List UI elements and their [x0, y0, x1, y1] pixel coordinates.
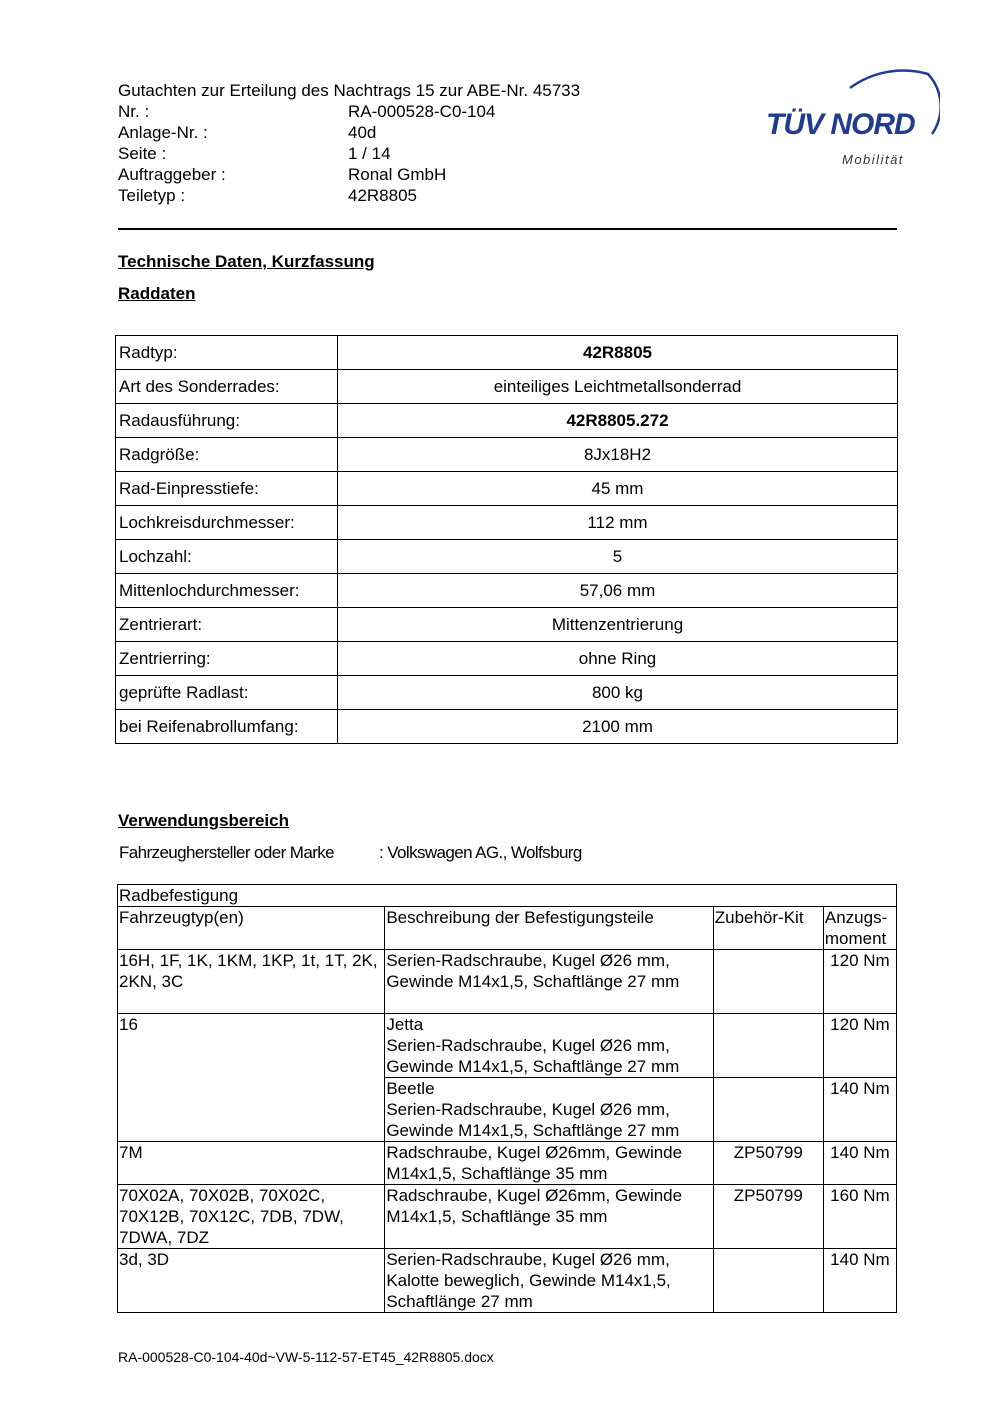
- table-row: [116, 710, 898, 744]
- row-label: Zentrierring:: [116, 642, 338, 676]
- model-name: Jetta: [386, 1015, 424, 1034]
- cell-kit: [713, 950, 823, 1014]
- description-text: Serien-Radschraube, Kugel Ø26 mm, Gewinde M14x1,5, Schaftlänge 27 mm: [386, 1100, 680, 1140]
- cell-description: Serien-Radschraube, Kugel Ø26 mm, Gewinde M14x1,5, Schaftlänge 27 mm: [385, 950, 713, 1014]
- header-label: Nr. :: [118, 102, 150, 121]
- row-label: Radausführung:: [116, 404, 338, 438]
- cell-torque: 140 Nm: [823, 1249, 896, 1313]
- header-value: 40d: [348, 123, 377, 142]
- row-value: 8Jx18H2: [338, 438, 898, 472]
- table-title-row: [118, 885, 897, 907]
- cell-description: Radschraube, Kugel Ø26mm, Gewinde M14x1,5, Schaftlänge 35 mm: [385, 1142, 713, 1185]
- row-value: einteiliges Leichtmetallsonderrad: [338, 370, 898, 404]
- header-label: Auftraggeber :: [118, 165, 226, 184]
- cell-type: 7M: [118, 1142, 385, 1185]
- table-row: [116, 642, 898, 676]
- row-label: Radgröße:: [116, 438, 338, 472]
- cell-kit: [713, 1014, 823, 1078]
- maker-value: : Volkswagen AG., Wolfsburg: [379, 843, 582, 862]
- table-row: [118, 1185, 897, 1249]
- row-value: 5: [338, 540, 898, 574]
- table-row: [118, 950, 897, 1014]
- table-row: [116, 472, 898, 506]
- row-label: Rad-Einpresstiefe:: [116, 472, 338, 506]
- cell-type: 16H, 1F, 1K, 1KM, 1KP, 1t, 1T, 2K, 2KN, 3C: [118, 950, 385, 1014]
- section-title-verwendungsbereich: Verwendungsbereich: [118, 811, 289, 830]
- description-text: Serien-Radschraube, Kugel Ø26 mm, Gewinde M14x1,5, Schaftlänge 27 mm: [386, 1036, 680, 1076]
- row-value: 42R8805: [338, 336, 898, 370]
- header-value: 1 / 14: [348, 144, 391, 163]
- cell-type: 70X02A, 70X02B, 70X02C, 70X12B, 70X12C, 7DB, 7DW, 7DWA, 7DZ: [118, 1185, 385, 1249]
- logo-subtitle: Mobilität: [842, 152, 904, 167]
- radbefestigung-table: [117, 884, 897, 1313]
- table-row: [116, 676, 898, 710]
- cell-kit: [713, 1078, 823, 1142]
- cell-type: 3d, 3D: [118, 1249, 385, 1313]
- column-header: Fahrzeugtyp(en): [118, 907, 385, 950]
- maker-label: Fahrzeughersteller oder Marke: [119, 843, 335, 862]
- logo-wordmark: TÜV NORD: [766, 108, 915, 141]
- table-row: [116, 404, 898, 438]
- column-header: Beschreibung der Befestigungsteile: [385, 907, 713, 950]
- table-title: Radbefestigung: [118, 885, 897, 907]
- row-label: Art des Sonderrades:: [116, 370, 338, 404]
- row-value: 45 mm: [338, 472, 898, 506]
- column-header: Zubehör-Kit: [713, 907, 823, 950]
- row-value: Mittenzentrierung: [338, 608, 898, 642]
- table-row: [116, 506, 898, 540]
- cell-kit: ZP50799: [713, 1185, 823, 1249]
- cell-description: [385, 1078, 713, 1142]
- row-label: Zentrierart:: [116, 608, 338, 642]
- row-value: 57,06 mm: [338, 574, 898, 608]
- document-header: [118, 80, 580, 206]
- cell-kit: ZP50799: [713, 1142, 823, 1185]
- column-header: Anzugs- moment: [823, 907, 896, 950]
- row-label: Radtyp:: [116, 336, 338, 370]
- row-value: 112 mm: [338, 506, 898, 540]
- cell-torque: 140 Nm: [823, 1142, 896, 1185]
- header-value: Ronal GmbH: [348, 165, 447, 184]
- table-row: [118, 1014, 897, 1078]
- cell-torque: 120 Nm: [823, 950, 896, 1014]
- header-row-anlage: [118, 122, 580, 143]
- section-title-technische-daten: Technische Daten, Kurzfassung: [118, 252, 375, 271]
- row-value: 2100 mm: [338, 710, 898, 744]
- model-name: Beetle: [386, 1079, 435, 1098]
- row-value: ohne Ring: [338, 642, 898, 676]
- cell-description: Radschraube, Kugel Ø26mm, Gewinde M14x1,5, Schaftlänge 35 mm: [385, 1185, 713, 1249]
- header-row-teiletyp: [118, 185, 580, 206]
- table-row: [116, 336, 898, 370]
- header-label: Teiletyp :: [118, 186, 186, 205]
- raddaten-table: [115, 335, 898, 744]
- cell-type: 16: [118, 1014, 385, 1142]
- cell-torque: 140 Nm: [823, 1078, 896, 1142]
- cell-torque: 160 Nm: [823, 1185, 896, 1249]
- cell-description: [385, 1014, 713, 1078]
- cell-torque: 120 Nm: [823, 1014, 896, 1078]
- table-row: [116, 540, 898, 574]
- header-label: Seite :: [118, 144, 167, 163]
- table-header-row: [118, 907, 897, 950]
- row-label: geprüfte Radlast:: [116, 676, 338, 710]
- header-row-nr: [118, 101, 580, 122]
- row-label: Lochkreisdurchmesser:: [116, 506, 338, 540]
- row-label: Lochzahl:: [116, 540, 338, 574]
- row-value: 800 kg: [338, 676, 898, 710]
- vehicle-maker-line: [119, 843, 582, 863]
- table-row: [116, 574, 898, 608]
- header-value: RA-000528-C0-104: [348, 102, 496, 121]
- table-row: [116, 608, 898, 642]
- table-row: [118, 1249, 897, 1313]
- row-value: 42R8805.272: [338, 404, 898, 438]
- document-footer: RA-000528-C0-104-40d~VW-5-112-57-ET45_42R8805.docx: [118, 1349, 494, 1365]
- cell-kit: [713, 1249, 823, 1313]
- row-label: bei Reifenabrollumfang:: [116, 710, 338, 744]
- header-divider: [118, 228, 897, 230]
- header-value: 42R8805: [348, 186, 418, 205]
- header-label: Anlage-Nr. :: [118, 123, 208, 142]
- header-title: Gutachten zur Erteilung des Nachtrags 15 zur ABE-Nr. 45733: [118, 81, 581, 100]
- header-row-seite: [118, 143, 580, 164]
- section-title-raddaten: Raddaten: [118, 284, 196, 303]
- cell-description: Serien-Radschraube, Kugel Ø26 mm, Kalotte beweglich, Gewinde M14x1,5, Schaftlänge 27 mm: [385, 1249, 713, 1313]
- table-row: [116, 370, 898, 404]
- table-row: [116, 438, 898, 472]
- row-label: Mittenlochdurchmesser:: [116, 574, 338, 608]
- tuv-nord-logo: [760, 58, 940, 170]
- header-row-auftraggeber: [118, 164, 580, 185]
- table-row: [118, 1142, 897, 1185]
